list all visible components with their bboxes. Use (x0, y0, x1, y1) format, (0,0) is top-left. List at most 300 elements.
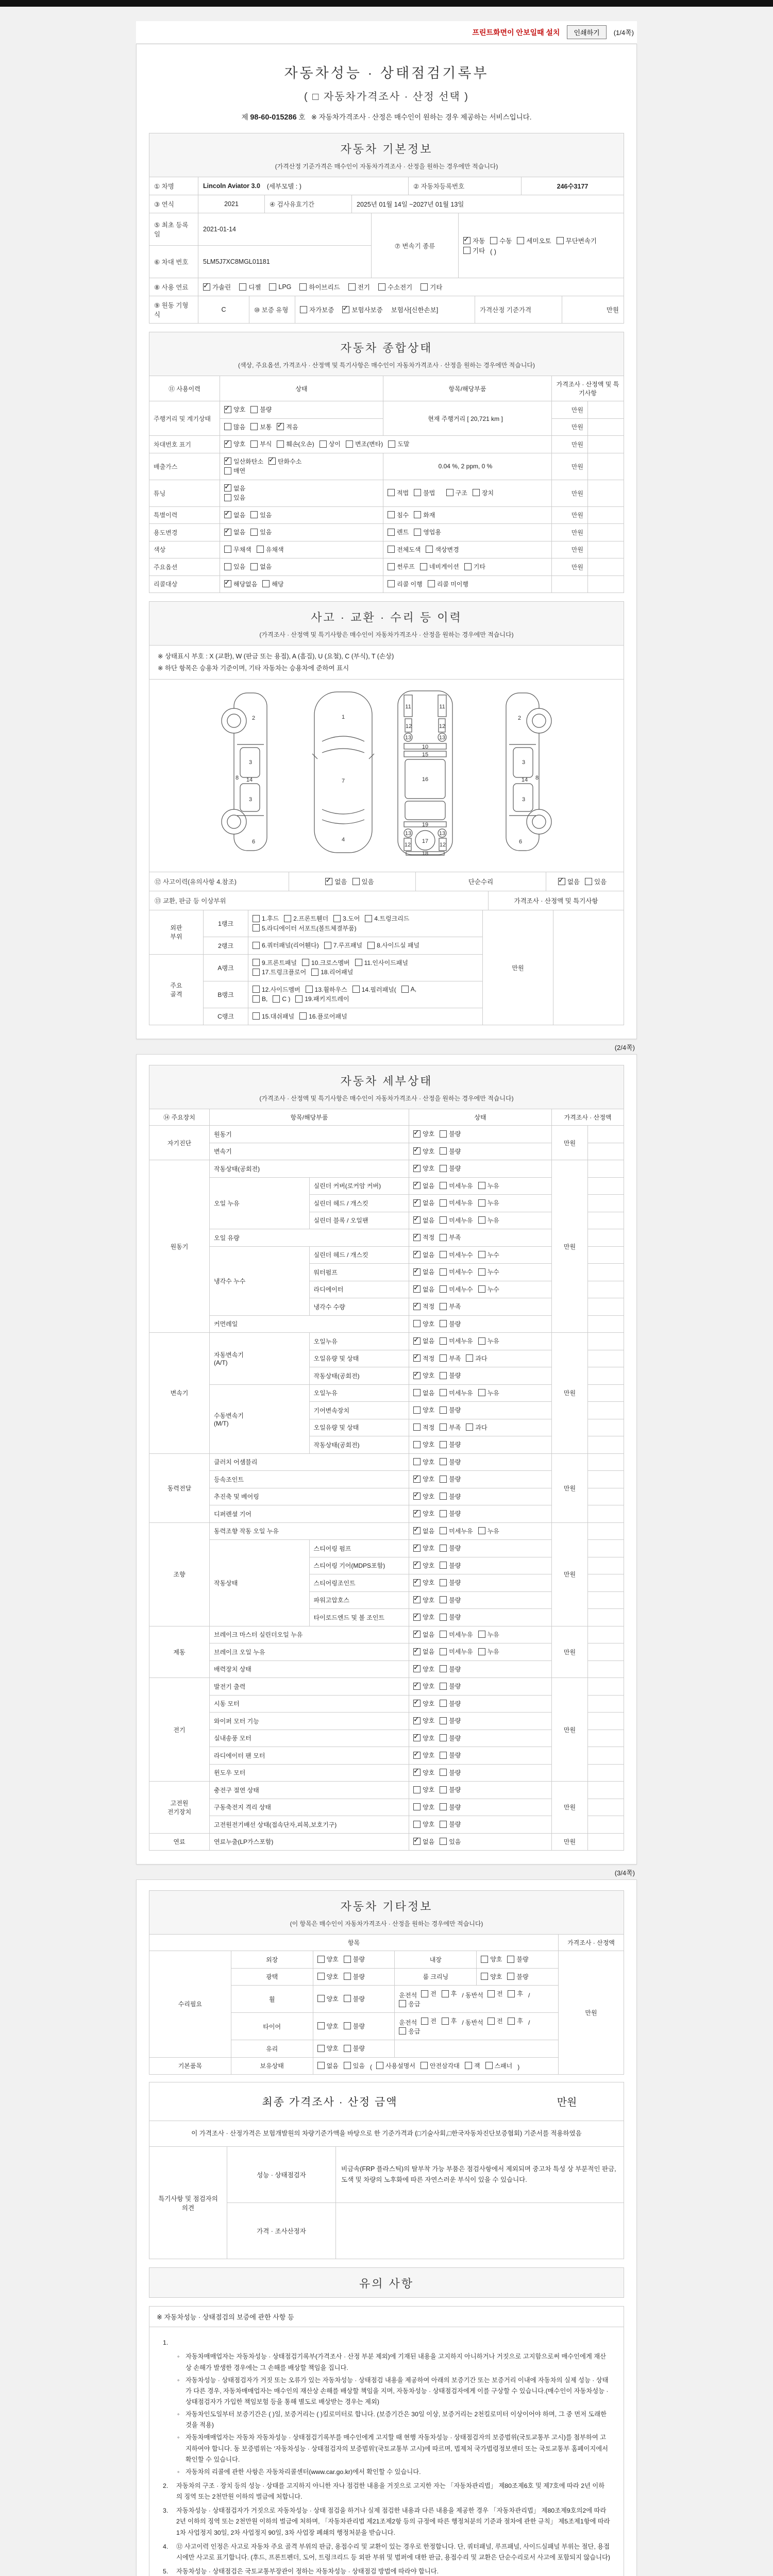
checkbox-unchecked[interactable] (440, 1786, 447, 1793)
checkbox-checked[interactable] (413, 1596, 421, 1603)
option-불량[interactable] (440, 1820, 461, 1828)
checkbox-unchecked[interactable] (317, 2062, 325, 2069)
checkbox-checked[interactable] (224, 457, 231, 465)
checkbox-unchecked[interactable] (517, 237, 524, 244)
checkbox-unchecked[interactable] (440, 1545, 447, 1552)
checkbox-unchecked[interactable] (414, 529, 421, 536)
checkbox-unchecked[interactable] (440, 1165, 447, 1172)
checkbox-unchecked[interactable] (344, 1973, 351, 1980)
option-누유[interactable] (478, 1388, 499, 1397)
checkbox-unchecked[interactable] (253, 995, 260, 1003)
option-양호[interactable] (413, 1734, 434, 1742)
option-도말[interactable] (388, 439, 409, 448)
option-미세누유[interactable] (440, 1198, 473, 1207)
option-불량[interactable] (440, 1440, 461, 1449)
option-불량[interactable] (440, 1699, 461, 1708)
checkbox-unchecked[interactable] (413, 1803, 421, 1810)
checkbox-checked[interactable] (413, 1182, 421, 1189)
option-누유[interactable] (478, 1216, 499, 1225)
option-불량[interactable] (440, 1596, 461, 1604)
option-양호[interactable] (317, 1994, 339, 2003)
checkbox-unchecked[interactable] (478, 1199, 485, 1207)
checkbox-unchecked[interactable] (440, 1285, 447, 1293)
checkbox-checked[interactable] (413, 1493, 421, 1500)
option-불량[interactable] (440, 1613, 461, 1621)
checkbox-unchecked[interactable] (414, 489, 421, 496)
checkbox-unchecked[interactable] (250, 423, 258, 430)
option-없음[interactable] (413, 1250, 434, 1259)
option-구조[interactable] (446, 488, 467, 497)
option-보통[interactable] (250, 422, 272, 431)
checkbox-unchecked[interactable] (376, 2062, 383, 2069)
checkbox-checked[interactable] (413, 1476, 421, 1483)
option-불량[interactable] (440, 1665, 461, 1673)
checkbox-unchecked[interactable] (239, 283, 246, 291)
checkbox-unchecked[interactable] (365, 915, 372, 922)
option-있음[interactable] (352, 877, 374, 886)
checkbox-checked[interactable] (268, 457, 276, 465)
checkbox-unchecked[interactable] (442, 1990, 449, 1997)
option-불량[interactable] (440, 1561, 461, 1570)
checkbox-unchecked[interactable] (440, 1717, 447, 1724)
checkbox-unchecked[interactable] (253, 942, 260, 949)
option-불량[interactable] (440, 1475, 461, 1483)
checkbox-unchecked[interactable] (344, 1956, 351, 1963)
checkbox-checked[interactable] (413, 1130, 421, 1138)
checkbox-unchecked[interactable] (440, 1683, 447, 1690)
checkbox-unchecked[interactable] (440, 1665, 447, 1672)
option-양호[interactable] (413, 1596, 434, 1604)
option-불량[interactable] (344, 2044, 365, 2053)
option-후[interactable] (508, 1989, 523, 1998)
option-양호[interactable] (413, 1405, 434, 1414)
option-양호[interactable] (413, 1509, 434, 1518)
option-불량[interactable] (440, 1734, 461, 1742)
option-적정[interactable] (413, 1354, 434, 1363)
checkbox-unchecked[interactable] (507, 1973, 514, 1980)
checkbox-unchecked[interactable] (311, 969, 318, 976)
checkbox-unchecked[interactable] (508, 2018, 515, 2025)
checkbox-unchecked[interactable] (440, 1147, 447, 1155)
option-불량[interactable] (250, 405, 272, 414)
checkbox-checked[interactable] (413, 1631, 421, 1638)
option-무단변속기[interactable] (557, 236, 597, 245)
checkbox-unchecked[interactable] (478, 1216, 485, 1224)
checkbox-unchecked[interactable] (224, 546, 231, 553)
option-불량[interactable] (507, 1972, 528, 1981)
checkbox-unchecked[interactable] (324, 942, 331, 949)
option-있음[interactable] (224, 493, 245, 502)
checkbox-checked[interactable] (413, 1562, 421, 1569)
checkbox-unchecked[interactable] (224, 423, 231, 430)
checkbox-unchecked[interactable] (440, 1838, 447, 1845)
option-스패너[interactable] (485, 2061, 513, 2070)
option-누수[interactable] (478, 1250, 499, 1259)
option-불량[interactable] (440, 1319, 461, 1328)
option-불량[interactable] (440, 1578, 461, 1587)
checkbox-checked[interactable] (224, 440, 231, 448)
option-불량[interactable] (440, 1147, 461, 1156)
checkbox-unchecked[interactable] (442, 2018, 449, 2025)
option-불량[interactable] (344, 1972, 365, 1981)
print-button[interactable]: 인쇄하기 (567, 25, 606, 39)
checkbox-unchecked[interactable] (557, 237, 564, 244)
checkbox-unchecked[interactable] (399, 2027, 406, 2035)
checkbox-unchecked[interactable] (440, 1769, 447, 1776)
option-기타[interactable] (421, 282, 442, 292)
option-불량[interactable] (440, 1129, 461, 1138)
option-불량[interactable] (344, 1994, 365, 2003)
option-3.도어[interactable] (333, 914, 360, 923)
checkbox-unchecked[interactable] (414, 511, 421, 518)
option-수소전기[interactable] (378, 282, 412, 292)
option-C )[interactable] (273, 995, 290, 1003)
checkbox-checked[interactable] (224, 406, 231, 413)
option-세미오토[interactable] (517, 236, 551, 245)
option-양호[interactable] (413, 1492, 434, 1501)
checkbox-unchecked[interactable] (440, 1562, 447, 1569)
checkbox-unchecked[interactable] (440, 1303, 447, 1310)
option-유채색[interactable] (257, 545, 284, 554)
checkbox-unchecked[interactable] (388, 529, 395, 536)
checkbox-unchecked[interactable] (388, 580, 395, 587)
option-부족[interactable] (440, 1423, 461, 1432)
checkbox-unchecked[interactable] (488, 2018, 495, 2025)
option-일산화탄소[interactable] (224, 457, 263, 466)
option-변조(변타)[interactable] (346, 439, 383, 448)
checkbox-unchecked[interactable] (440, 1734, 447, 1741)
checkbox-unchecked[interactable] (302, 959, 309, 966)
option-리콜 이행[interactable] (388, 580, 423, 588)
option-19.패키지트레이[interactable] (295, 994, 349, 1003)
checkbox-unchecked[interactable] (317, 2045, 325, 2052)
checkbox-unchecked[interactable] (413, 1786, 421, 1793)
option-양호[interactable] (413, 1751, 434, 1759)
checkbox-unchecked[interactable] (464, 563, 472, 570)
option-있음[interactable] (585, 877, 607, 886)
option-양호[interactable] (317, 1972, 339, 1981)
option-양호[interactable] (413, 1785, 434, 1794)
checkbox-unchecked[interactable] (413, 1458, 421, 1465)
checkbox-unchecked[interactable] (224, 467, 231, 474)
checkbox-unchecked[interactable] (253, 924, 260, 931)
option-전체도색[interactable] (388, 545, 421, 554)
checkbox-checked[interactable] (413, 1545, 421, 1552)
option-불량[interactable] (440, 1751, 461, 1759)
option-불량[interactable] (440, 1405, 461, 1414)
option-양호[interactable] (413, 1820, 434, 1828)
checkbox-checked[interactable] (413, 1337, 421, 1345)
option-색상변경[interactable] (426, 545, 459, 554)
checkbox-checked[interactable] (413, 1165, 421, 1172)
checkbox-checked[interactable] (413, 1199, 421, 1207)
option-양호[interactable] (413, 1699, 434, 1708)
checkbox-unchecked[interactable] (478, 1268, 485, 1276)
checkbox-unchecked[interactable] (440, 1251, 447, 1258)
option-과다[interactable] (466, 1423, 487, 1432)
checkbox-unchecked[interactable] (413, 1320, 421, 1327)
option-누수[interactable] (478, 1267, 499, 1276)
option-적정[interactable] (413, 1423, 434, 1432)
checkbox-unchecked[interactable] (399, 2000, 406, 2007)
option-하이브리드[interactable] (299, 282, 340, 292)
checkbox-unchecked[interactable] (250, 440, 258, 448)
option-해당[interactable] (262, 580, 283, 588)
checkbox-unchecked[interactable] (440, 1354, 447, 1362)
checkbox-unchecked[interactable] (224, 494, 231, 501)
checkbox-unchecked[interactable] (440, 1803, 447, 1810)
checkbox-unchecked[interactable] (440, 1130, 447, 1138)
option-많음[interactable] (224, 422, 245, 431)
checkbox-checked[interactable] (413, 1251, 421, 1258)
option-사용설명서[interactable] (376, 2061, 415, 2070)
checkbox-checked[interactable] (413, 1354, 421, 1362)
option-기타[interactable] (463, 246, 485, 255)
checkbox-unchecked[interactable] (446, 489, 453, 496)
option-양호[interactable] (413, 1613, 434, 1621)
checkbox-unchecked[interactable] (485, 2062, 493, 2069)
option-불량[interactable] (440, 1716, 461, 1725)
option-양호[interactable] (413, 1665, 434, 1673)
option-LPG[interactable] (269, 283, 291, 291)
checkbox-checked[interactable] (413, 1216, 421, 1224)
option-있음[interactable] (250, 511, 272, 519)
checkbox-checked[interactable] (224, 580, 231, 587)
option-자동[interactable] (463, 236, 485, 245)
option-12.사이드멤버[interactable] (253, 985, 300, 994)
option-양호[interactable] (413, 1682, 434, 1690)
checkbox-unchecked[interactable] (348, 283, 356, 291)
option-있음[interactable] (250, 528, 272, 536)
option-없음[interactable] (413, 1285, 434, 1294)
checkbox-unchecked[interactable] (317, 2022, 325, 2029)
option-없음[interactable] (413, 1216, 434, 1225)
option-미세누수[interactable] (440, 1285, 473, 1294)
checkbox-unchecked[interactable] (440, 1579, 447, 1586)
option-불량[interactable] (440, 1458, 461, 1466)
option-없음[interactable] (413, 1837, 434, 1846)
checkbox-unchecked[interactable] (413, 1821, 421, 1828)
checkbox-checked[interactable] (224, 529, 231, 536)
option-잭[interactable] (465, 2061, 480, 2070)
checkbox-unchecked[interactable] (440, 1476, 447, 1483)
checkbox-unchecked[interactable] (463, 247, 470, 254)
option-없음[interactable] (250, 562, 272, 571)
option-불량[interactable] (440, 1371, 461, 1380)
option-양호[interactable] (413, 1147, 434, 1156)
checkbox-unchecked[interactable] (388, 563, 395, 570)
checkbox-unchecked[interactable] (250, 511, 258, 518)
option-후[interactable] (442, 1989, 457, 1998)
checkbox-unchecked[interactable] (250, 529, 258, 536)
checkbox-unchecked[interactable] (507, 1956, 514, 1963)
option-상이[interactable] (320, 439, 341, 448)
option-누수[interactable] (478, 1285, 499, 1294)
checkbox-checked[interactable] (413, 1648, 421, 1655)
checkbox-unchecked[interactable] (481, 1956, 488, 1963)
checkbox-checked[interactable] (413, 1527, 421, 1534)
checkbox-unchecked[interactable] (273, 995, 280, 1003)
checkbox-unchecked[interactable] (440, 1493, 447, 1500)
option-없음[interactable] (413, 1630, 434, 1639)
checkbox-unchecked[interactable] (401, 986, 409, 993)
checkbox-unchecked[interactable] (440, 1458, 447, 1465)
option-불량[interactable] (344, 2022, 365, 2030)
option-부족[interactable] (440, 1354, 461, 1363)
checkbox-unchecked[interactable] (440, 1423, 447, 1431)
option-전[interactable] (488, 1989, 503, 1998)
checkbox-checked[interactable] (342, 306, 349, 313)
option-양호[interactable] (413, 1768, 434, 1777)
option-불량[interactable] (440, 1544, 461, 1552)
option-없음[interactable] (558, 877, 580, 886)
option-양호[interactable] (413, 1578, 434, 1587)
checkbox-unchecked[interactable] (250, 563, 258, 570)
checkbox-unchecked[interactable] (440, 1216, 447, 1224)
checkbox-unchecked[interactable] (253, 915, 260, 922)
checkbox-unchecked[interactable] (388, 440, 395, 448)
checkbox-unchecked[interactable] (346, 440, 353, 448)
checkbox-unchecked[interactable] (262, 580, 270, 587)
option-기타[interactable] (464, 562, 485, 571)
option-썬루프[interactable] (388, 562, 415, 571)
checkbox-unchecked[interactable] (333, 915, 341, 922)
option-누유[interactable] (478, 1181, 499, 1190)
option-불량[interactable] (440, 1492, 461, 1501)
checkbox-unchecked[interactable] (420, 563, 427, 570)
option-불량[interactable] (440, 1509, 461, 1518)
checkbox-unchecked[interactable] (250, 406, 258, 413)
option-영업용[interactable] (414, 528, 441, 536)
option-없음[interactable] (224, 511, 245, 519)
option-가솔린[interactable] (203, 282, 231, 292)
checkbox-checked[interactable] (413, 1234, 421, 1241)
option-양호[interactable] (224, 405, 245, 414)
checkbox-unchecked[interactable] (440, 1631, 447, 1638)
checkbox-checked[interactable] (413, 1579, 421, 1586)
checkbox-unchecked[interactable] (466, 1423, 473, 1431)
checkbox-unchecked[interactable] (478, 1631, 485, 1638)
option-미세누유[interactable] (440, 1630, 473, 1639)
option-누유[interactable] (478, 1630, 499, 1639)
option-후[interactable] (508, 2016, 523, 2025)
option-있음[interactable] (224, 562, 245, 571)
checkbox-unchecked[interactable] (253, 969, 260, 976)
checkbox-unchecked[interactable] (466, 1354, 473, 1362)
option-무채색[interactable] (224, 545, 251, 554)
checkbox-unchecked[interactable] (253, 959, 260, 966)
checkbox-unchecked[interactable] (478, 1648, 485, 1655)
checkbox-unchecked[interactable] (421, 2062, 428, 2069)
checkbox-unchecked[interactable] (440, 1372, 447, 1379)
checkbox-checked[interactable] (413, 1268, 421, 1276)
option-양호[interactable] (413, 1371, 434, 1380)
checkbox-checked[interactable] (224, 484, 231, 492)
checkbox-unchecked[interactable] (299, 283, 307, 291)
checkbox-checked[interactable] (203, 283, 210, 291)
option-부식[interactable] (250, 439, 272, 448)
checkbox-unchecked[interactable] (440, 1337, 447, 1345)
checkbox-unchecked[interactable] (413, 1423, 421, 1431)
checkbox-unchecked[interactable] (490, 237, 497, 244)
option-양호[interactable] (413, 1544, 434, 1552)
checkbox-unchecked[interactable] (284, 915, 291, 922)
option-양호[interactable] (413, 1561, 434, 1570)
option-미세누수[interactable] (440, 1250, 473, 1259)
checkbox-unchecked[interactable] (440, 1527, 447, 1534)
option-A,[interactable] (401, 986, 416, 993)
checkbox-unchecked[interactable] (440, 1234, 447, 1241)
option-불량[interactable] (440, 1803, 461, 1811)
option-매연[interactable] (224, 466, 245, 475)
option-장치[interactable] (473, 488, 494, 497)
option-보험사보증[interactable] (342, 305, 382, 314)
checkbox-unchecked[interactable] (344, 2045, 351, 2052)
option-불량[interactable] (440, 1768, 461, 1777)
checkbox-unchecked[interactable] (440, 1596, 447, 1603)
option-양호[interactable] (413, 1440, 434, 1449)
option-2.프론트휀더[interactable] (284, 914, 328, 923)
checkbox-unchecked[interactable] (352, 986, 360, 993)
checkbox-unchecked[interactable] (481, 1973, 488, 1980)
option-자가보증[interactable] (300, 305, 334, 314)
option-B,[interactable] (253, 995, 267, 1003)
checkbox-unchecked[interactable] (440, 1182, 447, 1189)
checkbox-checked[interactable] (413, 1372, 421, 1379)
option-렌트[interactable] (388, 528, 409, 536)
option-14.필러패널([interactable] (352, 985, 396, 994)
option-전[interactable] (421, 2016, 436, 2025)
option-4.트렁크리드[interactable] (365, 914, 409, 923)
option-부족[interactable] (440, 1233, 461, 1242)
checkbox-unchecked[interactable] (269, 283, 276, 291)
option-부족[interactable] (440, 1302, 461, 1311)
option-불법[interactable] (414, 488, 435, 497)
option-누유[interactable] (478, 1336, 499, 1345)
option-불량[interactable] (440, 1785, 461, 1794)
option-없음[interactable] (413, 1267, 434, 1276)
option-13.휠하우스[interactable] (306, 985, 347, 994)
checkbox-unchecked[interactable] (344, 2062, 351, 2069)
option-7.루프패널[interactable] (324, 941, 362, 950)
option-리콜 미이행[interactable] (428, 580, 468, 588)
checkbox-unchecked[interactable] (317, 1956, 325, 1963)
option-미세누유[interactable] (440, 1336, 473, 1345)
checkbox-unchecked[interactable] (317, 1995, 325, 2002)
checkbox-unchecked[interactable] (306, 986, 313, 993)
checkbox-checked[interactable] (413, 1734, 421, 1741)
option-해당없음[interactable] (224, 580, 257, 588)
option-미세누수[interactable] (440, 1267, 473, 1276)
option-불량[interactable] (344, 1955, 365, 1963)
option-네비게이션[interactable] (420, 562, 459, 571)
checkbox-unchecked[interactable] (465, 2062, 472, 2069)
checkbox-checked[interactable] (463, 237, 470, 244)
option-디젤[interactable] (239, 282, 261, 292)
option-16.플로어패널[interactable] (299, 1012, 347, 1021)
option-없음[interactable] (413, 1647, 434, 1656)
option-누유[interactable] (478, 1647, 499, 1656)
checkbox-unchecked[interactable] (478, 1251, 485, 1258)
option-8.사이드실 패널[interactable] (367, 941, 419, 950)
checkbox-checked[interactable] (413, 1510, 421, 1517)
checkbox-unchecked[interactable] (473, 489, 480, 496)
option-수동[interactable] (490, 236, 512, 245)
option-불량[interactable] (507, 1955, 528, 1963)
checkbox-unchecked[interactable] (277, 440, 284, 448)
checkbox-unchecked[interactable] (488, 1990, 495, 1997)
option-있음[interactable] (344, 2061, 365, 2070)
